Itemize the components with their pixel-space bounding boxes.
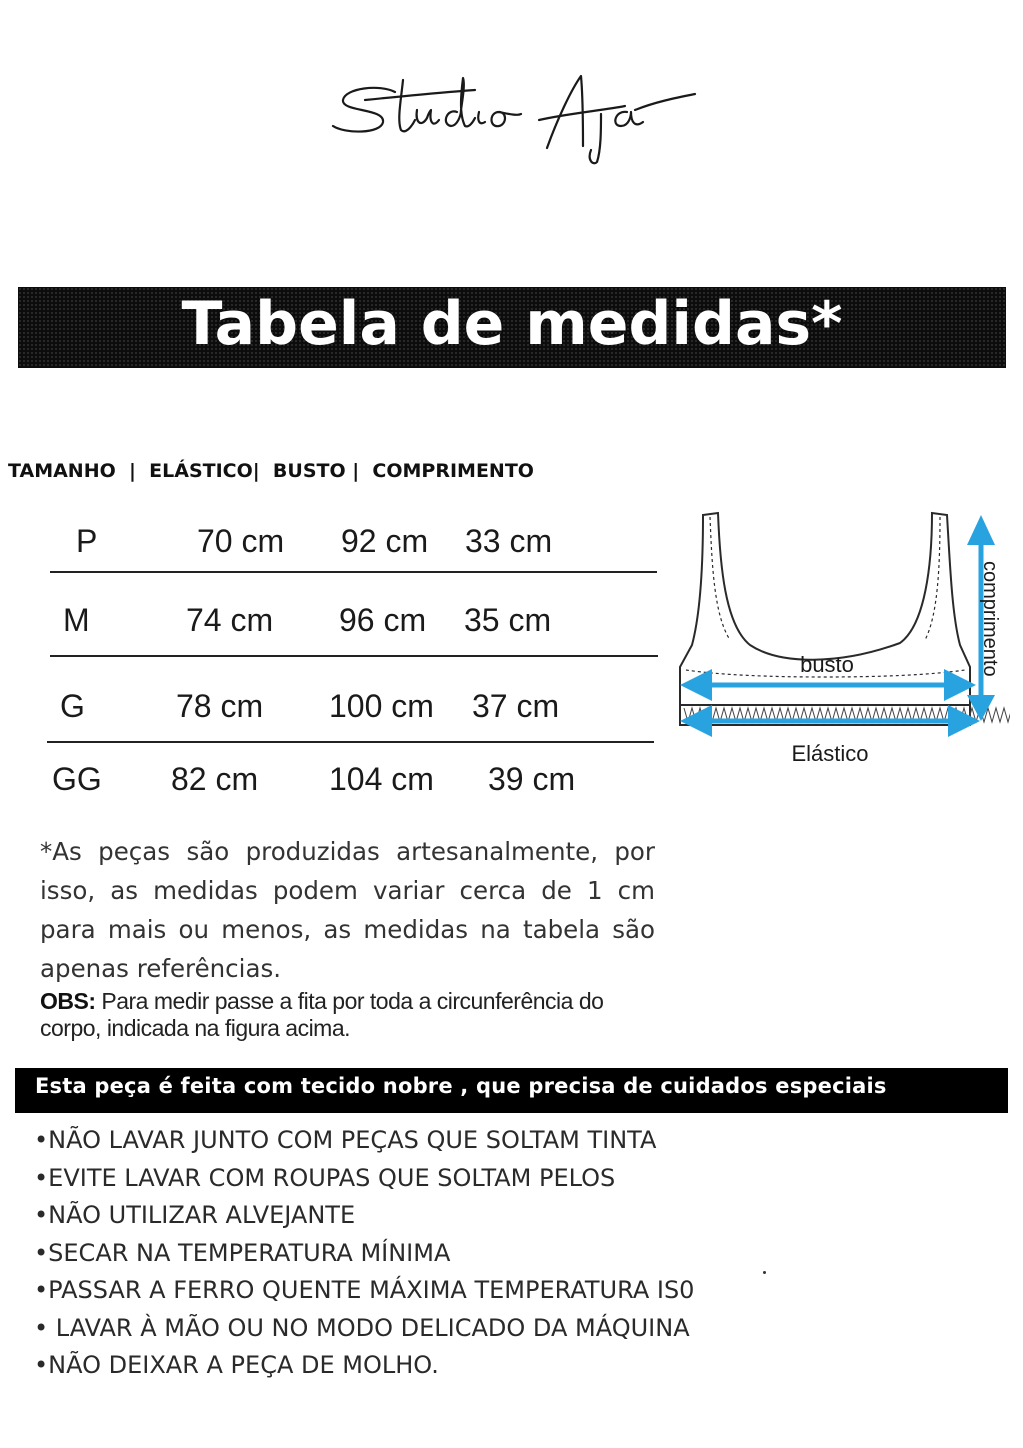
care-banner: [15, 1068, 1008, 1113]
care-banner-text: Esta peça é feita com tecido nobre , que precisa de cuidados especiais: [35, 1074, 887, 1098]
busto-cell: 96 cm: [339, 602, 427, 638]
elastico-label: Elástico: [791, 741, 869, 766]
list-item: •EVITE LAVAR COM ROUPAS QUE SOLTAM PELOS: [34, 1163, 616, 1192]
busto-cell: 92 cm: [341, 523, 429, 559]
elastico-cell: 82 cm: [171, 761, 259, 797]
busto-cell: 104 cm: [329, 761, 434, 797]
elastico-cell: 78 cm: [176, 688, 264, 724]
page-title: Tabela de medidas*: [181, 289, 843, 359]
size-cell: M: [63, 602, 90, 638]
obs-body: Para medir passe a fita por toda a circunferência do corpo, indicada na figura acima.: [40, 988, 604, 1041]
measurement-diagram: [670, 505, 1010, 780]
list-item: • LAVAR À MÃO OU NO MODO DELICADO DA MÁQUINA: [34, 1313, 690, 1342]
comprimento-cell: 37 cm: [472, 688, 560, 724]
comprimento-cell: 33 cm: [465, 523, 553, 559]
list-item: •NÃO DEIXAR A PEÇA DE MOLHO.: [34, 1351, 439, 1379]
table-header: TAMANHO | ELÁSTICO| BUSTO | COMPRIMENTO: [8, 460, 534, 482]
obs-paragraph: [40, 988, 660, 1042]
comprimento-label: comprimento: [979, 561, 1001, 677]
comprimento-cell: 35 cm: [464, 602, 552, 638]
row-divider: [47, 741, 654, 743]
obs-label: OBS:: [40, 988, 96, 1014]
list-item: •PASSAR A FERRO QUENTE MÁXIMA TEMPERATURA IS0: [34, 1276, 695, 1304]
size-cell: GG: [52, 761, 102, 797]
size-cell: P: [76, 523, 98, 559]
elastico-cell: 74 cm: [186, 602, 274, 638]
row-divider: [50, 655, 658, 657]
size-cell: G: [60, 688, 85, 724]
brand-logo: [325, 70, 705, 165]
care-list: [34, 1122, 794, 1385]
note-paragraph: *As peças são produzidas artesanalmente, por isso, as medidas podem variar cerca de 1 cm para mais ou menos, as medidas na tabela são apenas referências.: [40, 837, 655, 983]
list-item: •NÃO LAVAR JUNTO COM PEÇAS QUE SOLTAM TINTA: [34, 1126, 657, 1154]
list-item: •SECAR NA TEMPERATURA MÍNIMA: [34, 1238, 451, 1267]
list-item: •NÃO UTILIZAR ALVEJANTE: [34, 1201, 356, 1229]
row-divider: [50, 571, 657, 573]
elastico-cell: 70 cm: [197, 523, 285, 559]
busto-cell: 100 cm: [329, 688, 434, 724]
stray-dot: [763, 1271, 766, 1274]
title-banner: [18, 287, 1006, 368]
comprimento-cell: 39 cm: [488, 761, 576, 797]
busto-label: busto: [800, 652, 854, 677]
